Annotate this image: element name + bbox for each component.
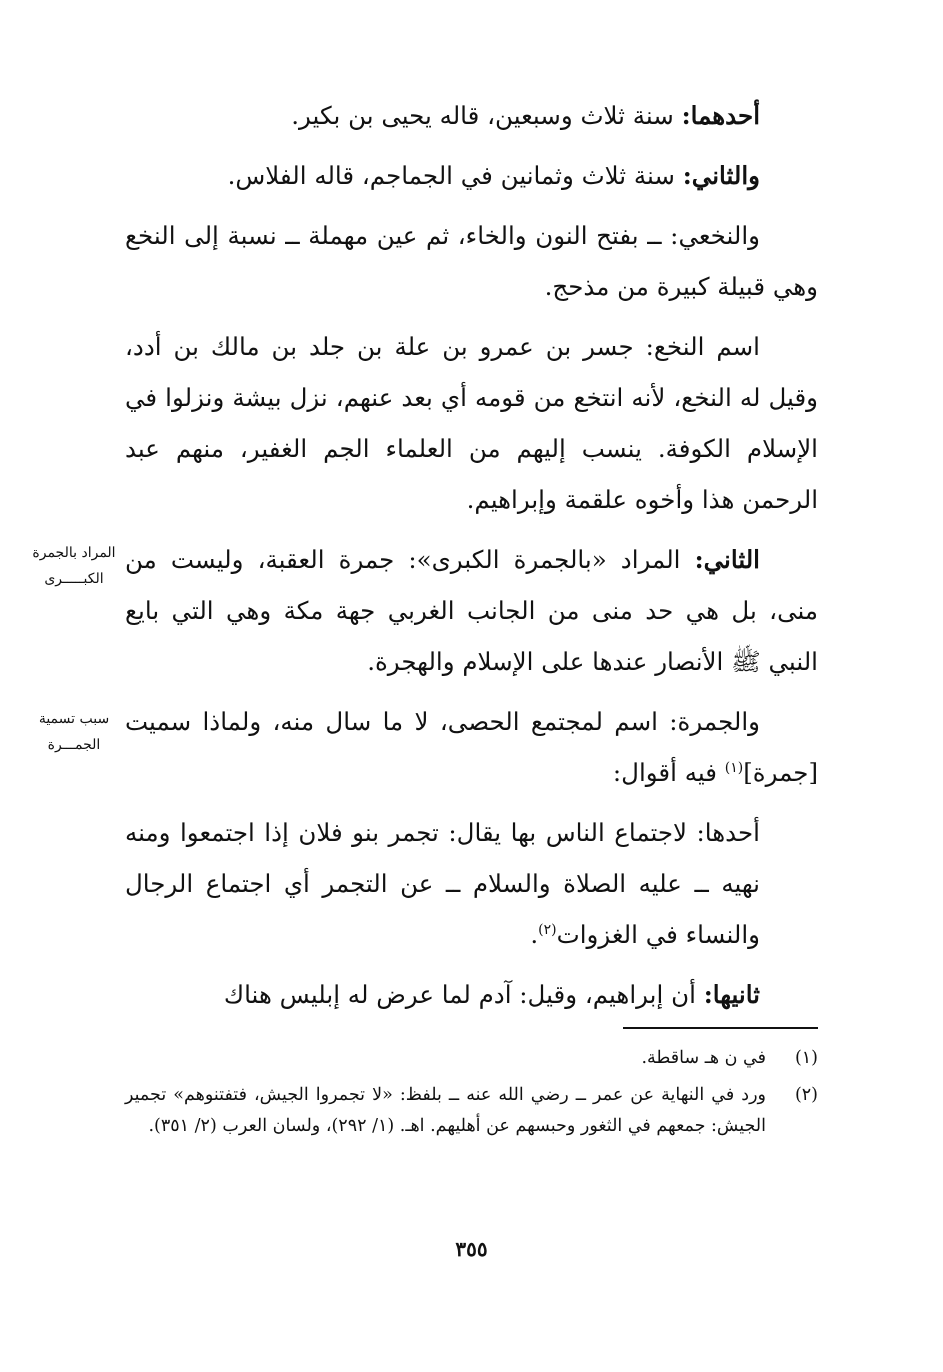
- page-number: ٣٥٥: [455, 1237, 488, 1261]
- footnote-ref-1: (١): [724, 759, 744, 776]
- paragraph-8: ثانيها: أن إبراهيم، وقيل: آدم لما عرض له إبليس هناك: [223, 980, 760, 1009]
- main-text: [125, 90, 818, 1029]
- footnotes: [125, 1043, 818, 1148]
- footnote-2: [125, 1080, 818, 1142]
- paragraph-1: أحدهما: سنة ثلاث وسبعين، قاله يحيى بن بكير.: [291, 101, 760, 130]
- margin-note-1: المراد بالجمرة الكبـــــرى: [32, 545, 116, 587]
- margin-note-2: سبب تسمية الجمـــرة: [38, 711, 110, 753]
- paragraph-5: الثاني: المراد «بالجمرة الكبرى»: جمرة العقبة، وليست من منى، بل هي حد منى من الجانب الغربي جهة مكة وهي التي بايع النبي ﷺ الأنصار عندها على الإسلام والهجرة.: [125, 545, 818, 676]
- footnote-text: في ن هـ ساقطة.: [641, 1048, 766, 1068]
- paragraph-4: اسم النخع: جسر بن عمرو بن علة بن جلد بن مالك بن أدد، وقيل له النخع، لأنه انتخع من قومه أي بعد عنهم، نزل بيشة ونزلوا في الإسلام الكوفة. ينسب إليهم من العلماء الجم الغفير، منهم عبد الرحمن هذا وأخوه علقمة وإبراهيم.: [125, 332, 818, 514]
- paragraph-3: والنخعي: ــ بفتح النون والخاء، ثم عين مهملة ــ نسبة إلى النخع وهي قبيلة كبيرة من مذحج.: [125, 221, 818, 301]
- footnote-text: ورد في النهاية عن عمر ــ رضي الله عنه ــ بلفظ: «لا تجمروا الجيش، فتفتنوهم» تجمير الجيش: جمعهم في الثغور وحبسهم عن أهليهم. اهـ. (١/ ٢٩٢)، ولسان العرب (٢/ ٣٥١).: [125, 1085, 766, 1136]
- footnote-1: [125, 1043, 818, 1074]
- footnote-divider: [623, 1027, 818, 1029]
- paragraph-6: والجمرة: اسم لمجتمع الحصى، لا ما سال منه، ولماذا سميت [جمرة]$^{(١)}$ فيه أقوال:: [125, 707, 818, 787]
- paragraph-2: والثاني: سنة ثلاث وثمانين في الجماجم، قاله الفلاس.: [227, 161, 760, 190]
- footnote-number: (١): [794, 1048, 818, 1068]
- footnote-ref-2: (٢): [538, 921, 557, 938]
- footnote-number: (٢): [794, 1085, 818, 1105]
- paragraph-7: أحدها: لاجتماع الناس بها يقال: تجمر بنو فلان إذا اجتمعوا ومنه نهيه ــ عليه الصلاة والسلام ــ عن التجمر أي اجتماع الرجال والنساء في الغزوات$^{(٢)}$.: [125, 818, 760, 949]
